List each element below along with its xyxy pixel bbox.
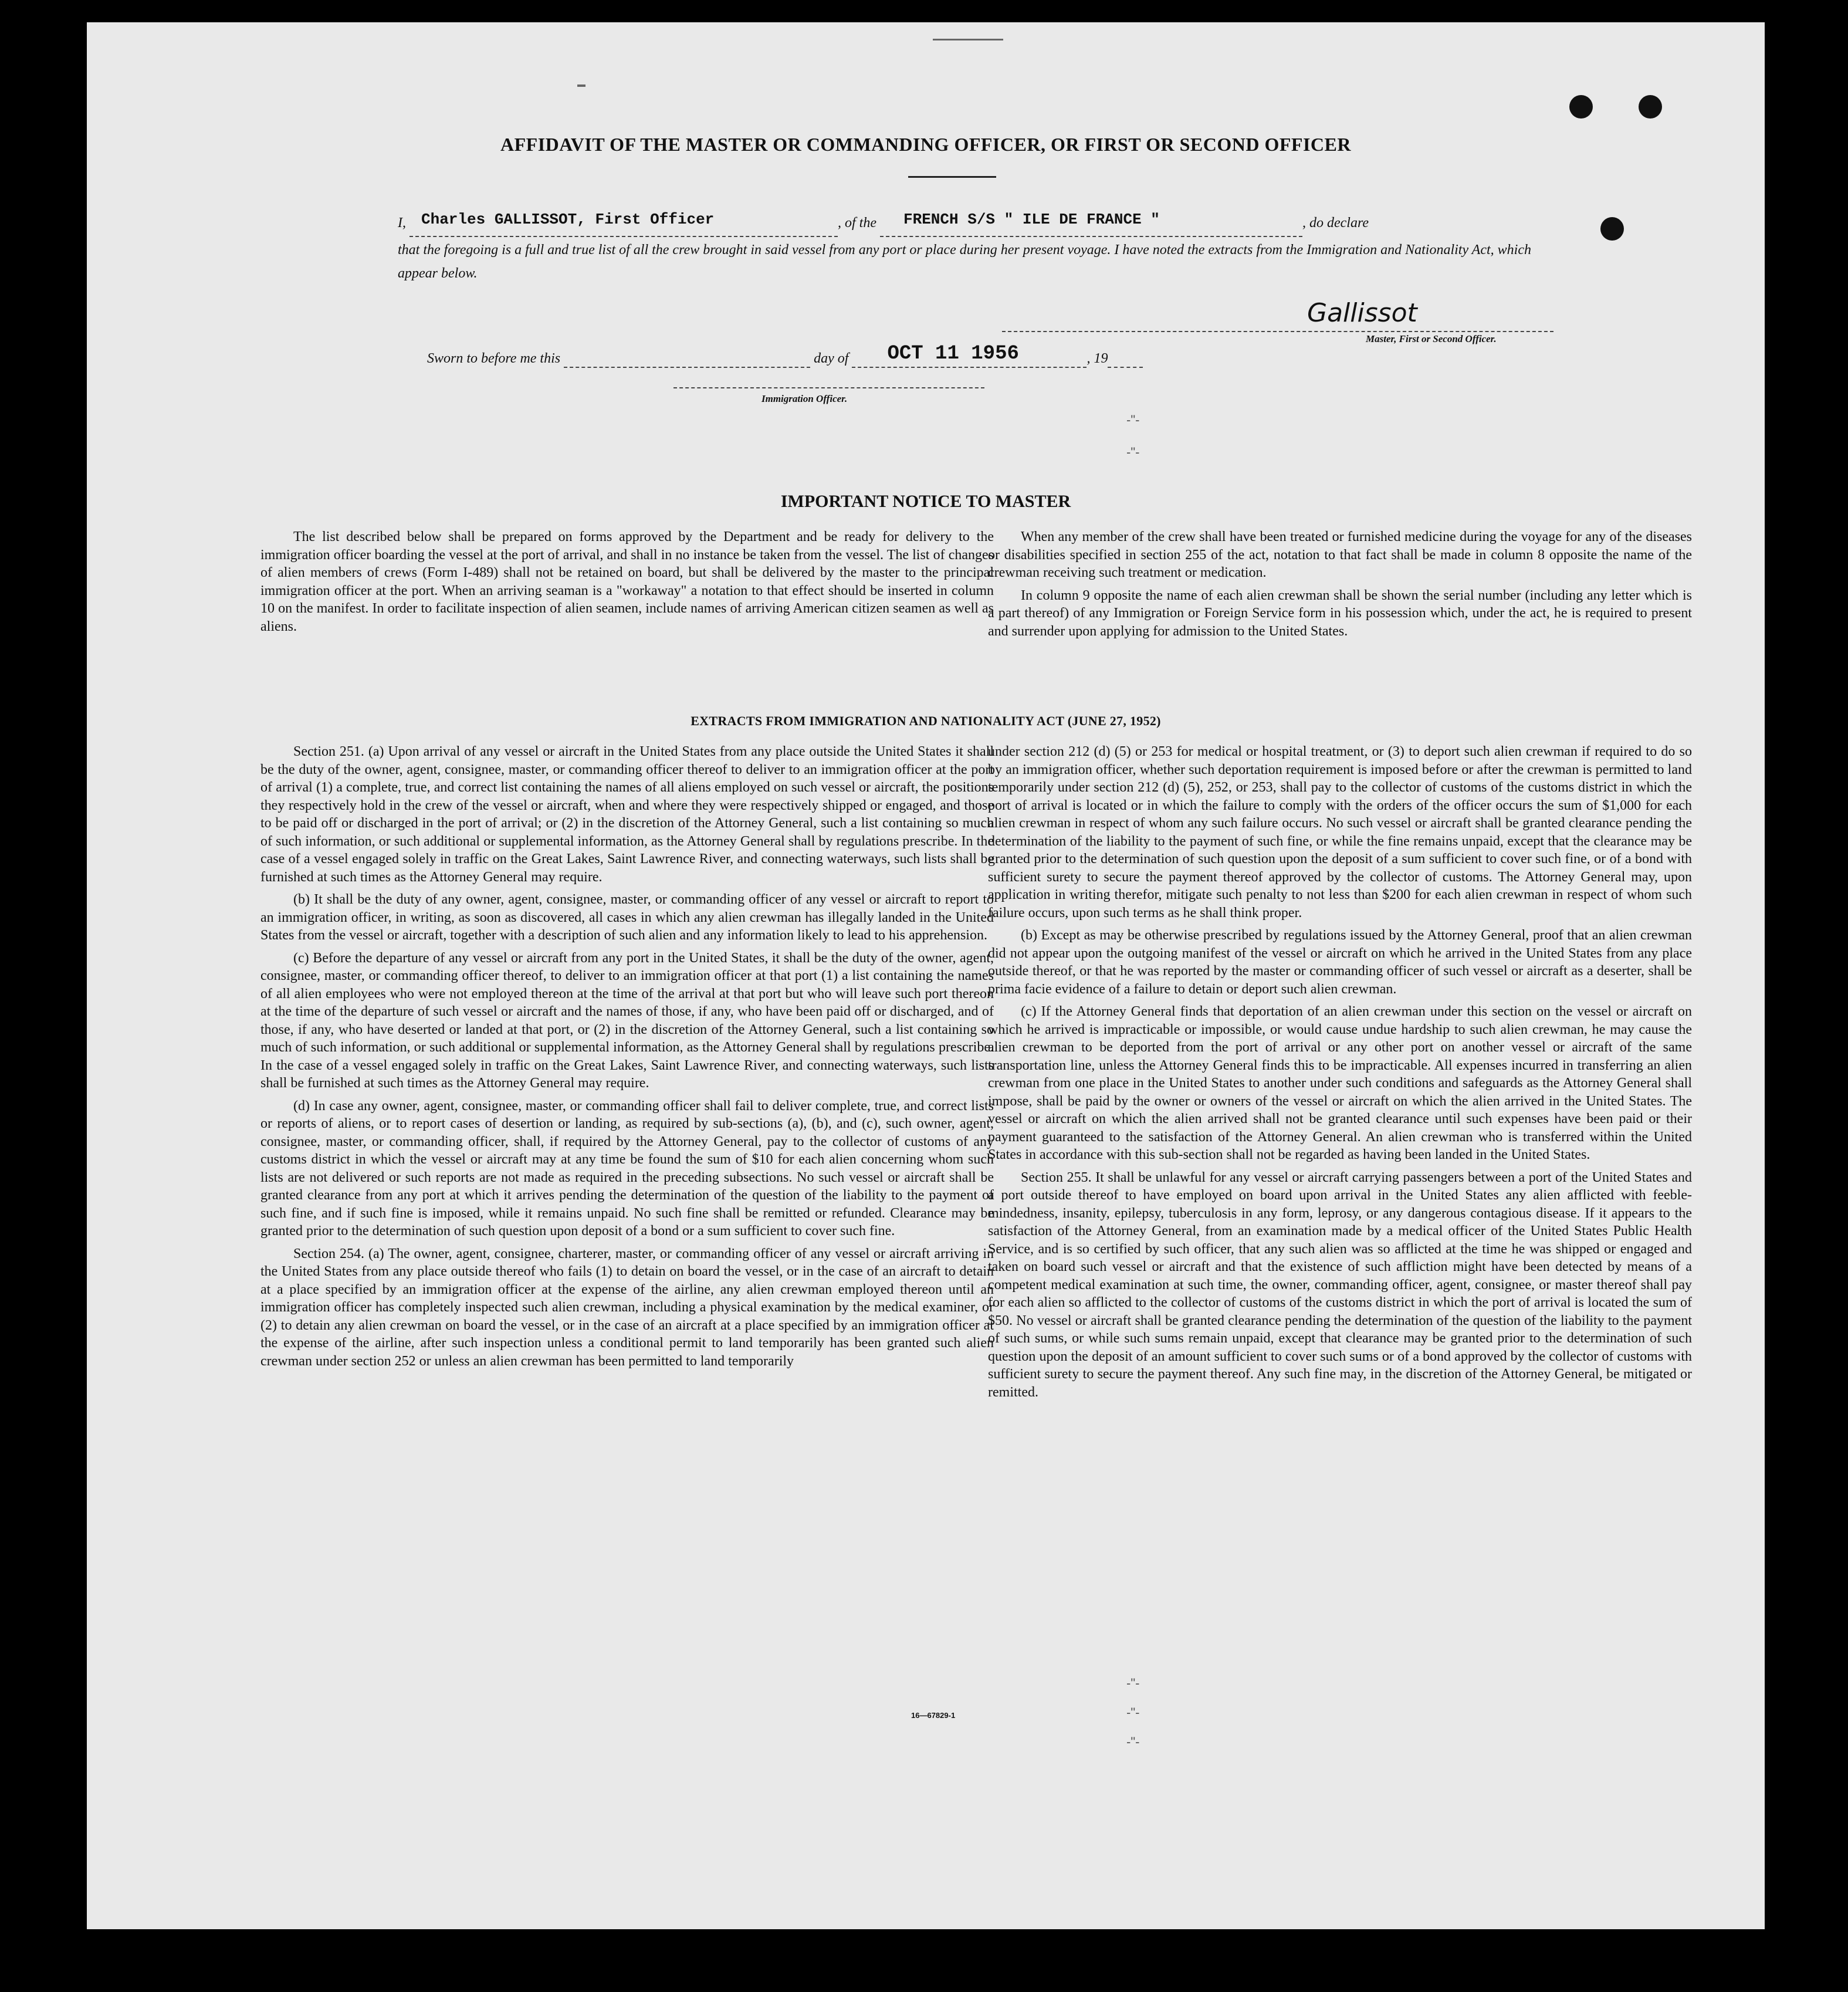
do-declare-label: , do declare <box>1302 215 1369 231</box>
scan-speck <box>577 84 585 87</box>
punch-hole <box>1569 95 1593 119</box>
ditto-mark: -"- <box>1126 1676 1140 1690</box>
sworn-label: Sworn to before me this <box>427 351 561 366</box>
sworn-date-field <box>852 343 1087 368</box>
notice-paragraph: The list described below shall be prepared on forms approved by the Department and be ready for delivery to the immigration officer boarding the vessel at the port of arrival, and shall in no instance be taken from the vessel. The list of changes of alien members of crews (Form I-489) shall not be retained on board, but shall be delivered by the master to the principal immigration officer at the port. When an arriving seaman is a "workaway" a notation to that effect should be inserted in column 10 on the manifest. In order to facilitate inspection of alien seamen, include names of arriving American citizen seamen as well as aliens. <box>260 529 994 634</box>
extracts-title: EXTRACTS FROM IMMIGRATION AND NATIONALITY ACT (JUNE 27, 1952) <box>691 713 1161 728</box>
signature-area <box>1002 298 1565 345</box>
form-number: 16—67829-1 <box>911 1711 956 1720</box>
section-251c: (c) Before the departure of any vessel or aircraft from any port in the United States, it shall be the duty of the owner, agent, consignee, master, or commanding officer thereof, to deliver to an immigration officer at that port (1) a list containing the names of all alien employees who were not employed thereon at the time of the arrival at that port but who will leave such port thereon at the time of the departure of such vessel or aircraft and the names of those, if any, who have been paid off or discharged, and of those, if any, who have deserted or landed at that port, or (2) in the discretion of the Attorney General, such a list containing so much of such information, or such additional or supplemental information, as the Attorney General shall by regulations prescribe. In the case of a vessel engaged solely in traffic on the Great Lakes, Saint Lawrence River, and connecting waterways, such lists shall be furnished at such times as the Attorney General may require. <box>260 950 994 1091</box>
section-254c: (c) If the Attorney General finds that deportation of an alien crewman under this section on the vessel or aircraft on which he arrived is impracticable or impossible, or would cause undue hardship to such alien crewman, he may cause the alien crewman to be deported from the port of arrival or any other port on another vessel or aircraft of the same transportation line, unless the Attorney General finds this to be impracticable. All expenses incurred in transferring an alien crewman from one place in the United States to another under such conditions and safeguards as the Attorney General shall impose, shall be paid by the owner or owners of the vessel or aircraft on which the alien arrived in the United States. The vessel or aircraft on which the alien arrived shall not be granted clearance until such expenses have been paid or their payment guaranteed to the satisfaction of the Attorney General. An alien crewman who is transferred within the United States in accordance with this sub-section shall not be regarded as having been landed in the United States. <box>988 1004 1692 1162</box>
ditto-mark: -"- <box>1126 1705 1140 1720</box>
section-255: Section 255. It shall be unlawful for any vessel or aircraft carrying passengers between a port of the United States and a port outside thereof to have employed on board upon arrival in the United States any alien afflicted with feeble-mindedness, insanity, epilepsy, tuberculosis in any form, leprosy, or any dangerous contagious disease. If it appears to the satisfaction of the Attorney General, from an examination made by a medical officer of the United States Public Health Service, and is so certified by such officer, that any such alien was so afflicted at the time he was shipped or engaged and taken on board such vessel or aircraft and that the existence of such affliction might have been detected by means of a competent medical examination at such time, the owner, commanding officer, agent, consignee, or master thereof shall pay for each alien so afflicted to the collector of customs of the customs district in which the port of arrival is located the sum of $50. No vessel or aircraft shall be granted clearance pending the determination of the question of the liability to the payment of such sums, or while such sums remain unpaid, except that clearance may be granted prior to the determination of such question upon the deposit of an amount sufficient to cover such sums or of a bond approved by the collector of customs with sufficient surety to secure the payment thereof. Any such fine may, in the discretion of the Attorney General, be mitigated or remitted. <box>988 1169 1692 1400</box>
sworn-year-field <box>1108 351 1143 368</box>
declarant-name: Charles GALLISSOT, First Officer <box>421 211 715 228</box>
signature-line <box>1002 331 1553 332</box>
ditto-mark: -"- <box>1126 445 1140 459</box>
section-251b: (b) It shall be the duty of any owner, agent, consignee, master, or commanding officer of any vessel or aircraft to report to an immigration officer, in writing, as soon as discovered, all cases in which any alien crewman has illegally landed in the United States from the vessel or aircraft, together with a description of such alien and any information likely to lead to his apprehension. <box>260 892 994 943</box>
section-254a: Section 254. (a) The owner, agent, consignee, charterer, master, or commanding officer of any vessel or aircraft arriving in the United States from any place outside thereof who fails (1) to detain on board the vessel, or in the case of an aircraft to detain at a place specified by an immigration officer at the expense of the airline, any alien crewman employed thereon until an immigration officer has completely inspected such alien crewman, including a physical examination by the medical examiner, or (2) to detain any alien crewman on board the vessel, or in the case of an aircraft at a place specified by an immigration officer at the expense of the airline, after such inspection unless a conditional permit to land temporarily has been granted such alien crewman under section 252 or unless an alien crewman has been permitted to land temporarily <box>260 1246 994 1369</box>
extracts-right-column <box>988 743 1692 1406</box>
ditto-mark: -"- <box>1126 1734 1140 1749</box>
extracts-left-column <box>260 743 994 1375</box>
punch-hole <box>1600 217 1624 241</box>
punch-hole <box>1639 95 1662 119</box>
ditto-mark: -"- <box>1126 412 1140 427</box>
section-251d: (d) In case any owner, agent, consignee, master, or commanding officer shall fail to deliver complete, true, and correct lists or reports of aliens, or to report cases of desertion or landing, as required by sub-sections (a), (b), and (c), such owner, agent, consignee, master, or commanding officer, shall, if required by the Attorney General, pay to the collector of customs of any customs district in which the vessel or aircraft may at any time be found the sum of $10 for each alien concerning whom such lists are not delivered or such reports are not made as required in the preceding subsections. No such vessel or aircraft shall be granted clearance from any port at which it arrives pending the determination of the question of the liability to the payment of such fine, and if such fine is imposed, while it remains unpaid. No such fine shall be remitted or refunded. Clearance may be granted prior to the determination of such question upon deposit of a bond or a sum sufficient to cover such fine. <box>260 1098 994 1239</box>
immigration-officer-caption: Immigration Officer. <box>761 393 848 404</box>
scan-speck <box>933 39 1003 40</box>
title-rule <box>908 176 996 178</box>
sworn-line <box>427 343 1143 368</box>
declaration <box>398 210 1559 285</box>
declaration-body: that the foregoing is a full and true list of all the crew brought in said vessel from any port or place during her present voyage. I have noted the extracts from the Immigration and Nationality Act, which appear below. <box>398 242 1531 281</box>
vessel-name: FRENCH S/S " ILE DE FRANCE " <box>903 211 1160 228</box>
signature-caption: Master, First or Second Officer. <box>1366 333 1497 344</box>
notice-paragraph: In column 9 opposite the name of each alien crewman shall be shown the serial number (including any letter which is a part thereof) of any Immigration or Foreign Service form in his possession which, under the act, he is required to present and surrender upon applying for admission to the United States. <box>988 587 1692 639</box>
notice-title: IMPORTANT NOTICE TO MASTER <box>780 492 1071 511</box>
sworn-day-label: day of <box>814 351 849 366</box>
of-the-label: , of the <box>838 215 876 231</box>
affidavit-title: AFFIDAVIT OF THE MASTER OR COMMANDING OFFICER, OR FIRST OR SECOND OFFICER <box>500 134 1351 155</box>
declarant-field <box>409 210 838 237</box>
section-254a-continued: under section 212 (d) (5) or 253 for medical or hospital treatment, or (3) to deport such alien crewman if required to do so by an immigration officer, whether such deportation requirement is imposed before or after the crewman is permitted to land temporarily under section 212 (d) (5), 252, or 253, shall pay to the collector of customs of the customs district in which the port of arrival is located or in which the failure to comply with the orders of the officer occurs the sum of $1,000 for each alien crewman in respect of whom any such failure occurs. No such vessel or aircraft shall be granted clearance pending the determination of the liability to the payment of such fine, or while the fine remains unpaid, except that the clearance may be granted prior to the determination of such question upon the deposit of a sum sufficient to cover such fine, or of a bond with sufficient surety to secure the payment thereof approved by the collector of customs. The Attorney General may, upon application in writing therefor, mitigate such penalty to not less than $200 for each alien crewman in respect of whom such failure occurs, upon such terms as he shall think proper. <box>988 744 1692 921</box>
sworn-year-label: , 19 <box>1087 351 1108 366</box>
section-254b: (b) Except as may be otherwise prescribed by regulations issued by the Attorney General, proof that an alien crewman did not appear upon the outgoing manifest of the vessel or aircraft on which he arrived in the United States from any place outside thereof, or that he was reported by the master or commanding officer of such vessel or aircraft as a deserter, shall be prima facie evidence of a failure to detain or deport such alien crewman. <box>988 928 1692 997</box>
date-stamp: OCT 11 1956 <box>887 343 1019 365</box>
vessel-field <box>880 210 1302 237</box>
affidavit-page <box>87 22 1765 1929</box>
immigration-officer-line <box>673 387 984 388</box>
declaration-prefix: I, <box>398 215 406 231</box>
handwritten-signature: Gallissot <box>1307 298 1417 328</box>
notice-paragraph: When any member of the crew shall have been treated or furnished medicine during the voyage for any of the diseases or disabilities specified in section 255 of the act, notation to that fact shall be made in column 8 opposite the name of the crewman receiving such treatment or medication. <box>988 529 1692 580</box>
notice-left-column <box>260 528 994 640</box>
notice-right-column <box>988 528 1692 645</box>
sworn-day-field <box>564 351 810 368</box>
section-251a: Section 251. (a) Upon arrival of any vessel or aircraft in the United States from any place outside the United States it shall be the duty of the owner, agent, consignee, master, or commanding officer thereof to deliver to an immigration officer at the port of arrival (1) a complete, true, and correct list containing the names of all aliens employed on such vessel or aircraft, the positions they respectively hold in the crew of the vessel or aircraft, when and where they were respectively shipped or engaged, and those to be paid off or discharged in the port of arrival; or (2) in the discretion of the Attorney General, such a list containing so much of such information, or such additional or supplemental information, as the Attorney General shall by regulations prescribe. In the case of a vessel engaged solely in traffic on the Great Lakes, Saint Lawrence River, and connecting waterways, such lists shall be furnished at such times as the Attorney General may require. <box>260 744 994 885</box>
